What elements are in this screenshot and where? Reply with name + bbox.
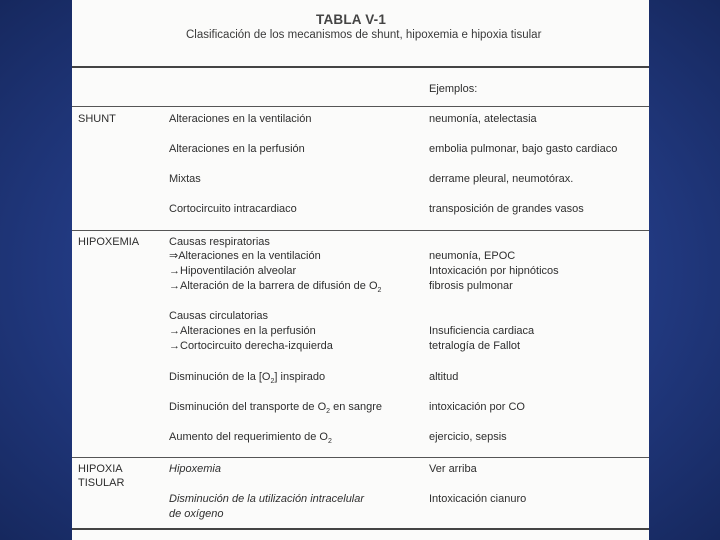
shunt-cause: Cortocircuito intracardiaco: [169, 203, 297, 215]
shunt-cause: Alteraciones en la perfusión: [169, 143, 305, 155]
shunt-example: neumonía, atelectasia: [429, 113, 537, 125]
circ-example: tetralogía de Fallot: [429, 340, 521, 352]
header-rule: [72, 106, 649, 107]
resp-example: Intoxicación por hipnóticos: [429, 265, 559, 277]
shunt-example: embolia pulmonar, bajo gasto cardiaco: [429, 143, 618, 155]
section-rule: [72, 457, 649, 458]
resp-example: fibrosis pulmonar: [429, 280, 513, 292]
shunt-cause: Alteraciones en la ventilación: [169, 113, 312, 125]
header-examples: Ejemplos:: [429, 83, 478, 95]
document-page: [72, 0, 649, 540]
table-subtitle: Clasificación de los mecanismos de shunt, hipoxemia e hipoxia tisular: [186, 29, 542, 41]
section-rule: [72, 230, 649, 231]
resp-example: neumonía, EPOC: [429, 250, 516, 262]
resp-cause: ⇒Alteraciones en la ventilación: [169, 250, 321, 262]
circ-cause: →Cortocircuito derecha-izquierda: [169, 340, 333, 352]
hipoxia-cause-line1: Disminución de la utilización intracelular: [169, 493, 365, 505]
resp-cause-diffusion: →Alteración de la barrera de difusión de $O_2$: [169, 280, 382, 295]
circ-heading: Causas circulatorias: [169, 310, 269, 322]
circ-example: Insuficiencia cardiaca: [429, 325, 535, 337]
resp-cause: →Hipoventilación alveolar: [169, 265, 297, 277]
table-title: TABLA V-1: [316, 12, 387, 27]
hipoxia-cause-line2: de oxígeno: [169, 508, 224, 520]
shunt-example: derrame pleural, neumotórax.: [429, 173, 574, 185]
section-label-hipoxemia: HIPOXEMIA: [78, 236, 140, 248]
table-bottom-rule: [72, 528, 649, 530]
hipoxia-example: Intoxicación cianuro: [429, 493, 527, 505]
shunt-cause: Mixtas: [169, 173, 201, 185]
section-label-hipoxia-line1: HIPOXIA: [78, 463, 123, 475]
circ-cause: →Alteraciones en la perfusión: [169, 325, 316, 337]
hipoxemia-cause-o2-transport: Disminución del transporte de $O_2$ en sangre: [169, 401, 383, 416]
table-top-rule: [72, 66, 649, 68]
section-label-hipoxia-line2: TISULAR: [78, 477, 125, 489]
hipoxemia-cause-o2-demand: Aumento del requerimiento de $O_2$: [169, 431, 332, 446]
shunt-example: transposición de grandes vasos: [429, 203, 584, 215]
hipoxemia-example: ejercicio, sepsis: [429, 431, 507, 443]
hipoxia-cause: Hipoxemia: [169, 463, 221, 475]
resp-heading: Causas respiratorias: [169, 236, 270, 248]
section-label-shunt: SHUNT: [78, 113, 116, 125]
hipoxemia-example: intoxicación por CO: [429, 401, 525, 413]
hipoxemia-example: altitud: [429, 371, 459, 383]
hipoxia-example: Ver arriba: [429, 463, 477, 475]
hipoxemia-cause-o2-inspired: Disminución de la $[O_2]$ inspirado: [169, 371, 326, 386]
